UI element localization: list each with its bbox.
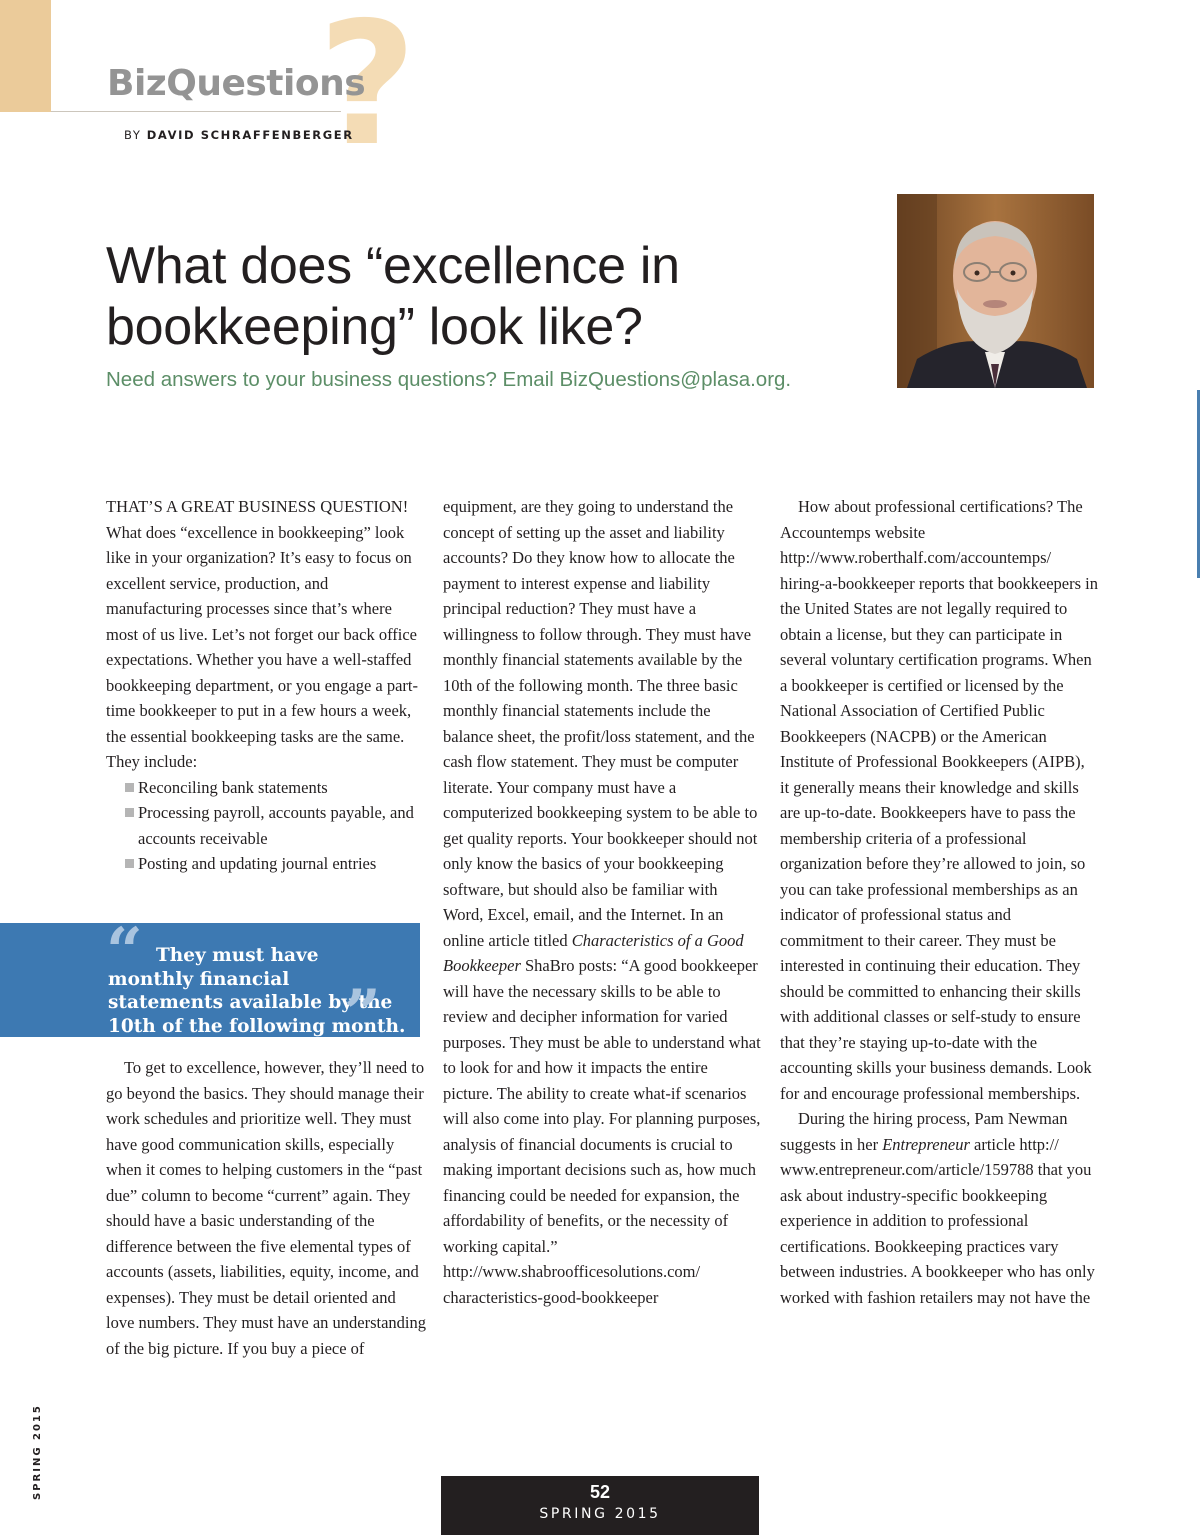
- issue-label: SPRING 2015: [539, 1506, 661, 1522]
- column-3: [780, 494, 1098, 1310]
- list-item-text: Posting and updating journal entries: [138, 854, 377, 873]
- square-bullet-icon: [125, 859, 134, 868]
- folio-box: [441, 1476, 759, 1535]
- col2-url-line-1[interactable]: http://www.shabroofficesolutions.com/: [443, 1262, 701, 1281]
- byline-prefix: BY: [124, 128, 142, 142]
- bookkeeping-tasks-list: [106, 775, 426, 877]
- header-question-mark: ?: [318, 0, 417, 184]
- col3-paragraph-1: [780, 494, 1098, 545]
- col3-paragraph-2: [780, 1106, 1098, 1310]
- column-1: [106, 494, 426, 877]
- side-issue-label: SPRING 2015: [32, 1404, 43, 1500]
- pull-quote-body: They must have monthly financial statements available by the 10th of the following month.: [108, 945, 406, 1037]
- square-bullet-icon: [125, 808, 134, 817]
- list-item-text: Processing payroll, accounts payable, and accounts receivable: [138, 803, 414, 848]
- byline-author: DAVID SCHRAFFENBERGER: [146, 128, 354, 142]
- list-item: [123, 851, 426, 877]
- column-2: [443, 494, 761, 1310]
- col3-paragraph-1-rest: hiring-a-bookkeeper reports that bookkeepers in the United States are not legally required to obtain a license, but they can participate in several voluntary certification programs. When a bookkeeper is certified or licensed by the National Association of Certified Public Bookkeepers (NACPB) or the American Institute of Professional Bookkeepers (AIPB), it generally means their knowledge and skills are up-to-date. Bookkeepers have to pass the membership criteria of a professional organization before they’re allowed to join, so you can take professional memberships as an indicator of professional status and commitment to their career. They must be interested in continuing their education. They should be committed to enhancing their skills with additional classes or self-study to ensure that they’re staying up-to-date with the accounting skills your business demands. Look for and encourage professional memberships.: [780, 573, 1098, 1103]
- header-rule: [51, 111, 341, 112]
- list-item: [123, 800, 426, 851]
- col1-paragraph-2: To get to excellence, however, they’ll need to go beyond the basics. They should manage their work schedules and prioritize well. They must have good communication skills, especially when it comes to helping customers in the “past due” column to become “current” again. They should have a basic understanding of the difference between the five elemental types of accounts (assets, liabilities, equity, income, and expenses). They must be detail oriented and love numbers. They must have an understanding of the big picture. If you buy a piece of: [106, 1058, 427, 1358]
- byline: [124, 128, 354, 142]
- col2-text-a: equipment, are they going to understand the concept of setting up the asset and liability accounts? Do they know how to allocate the payment to interest expense and liability principal reduction? They must have a willingness to follow through. They must have monthly financial statements available by the 10th of the following month. The three basic monthly financial statements include the balance sheet, the profit/loss statement, and the cash flow statement. They must be computer literate. Your company must have a computerized bookkeeping system to be able to get quality reports. Your bookkeeper should not only know the basics of your bookkeeping software, but should also be familiar with Word, Excel, email, and the Internet. In an online article titled: [443, 497, 758, 950]
- col2-paragraph-1: [443, 494, 761, 1259]
- col1-paragraph-1: THAT’S A GREAT BUSINESS QUESTION! What does “excellence in bookkeeping” look like in your organization? It’s easy to focus on excellent service, production, and manufacturing processes since that’s where most of us live. Let’s not forget our back office expectations. Whether you have a well-staffed bookkeeping department, or you engage a part-time bookkeeper to put in a few hours a week, the essential bookkeeping tasks are the same. They include:: [106, 497, 419, 771]
- author-photo: [897, 194, 1094, 388]
- open-quote-icon: “: [106, 914, 143, 989]
- cited-article-title: Characteristics of a Good Bookkeeper: [443, 930, 744, 975]
- col3-text-c: article http:// www.entrepreneur.com/article/159788 that you ask about industry-specific bookkeeping experience in addition to professional certifications. Bookkeeping practices vary between industries. A bookkeeper who has only worked with fashion retailers may not have the: [780, 1134, 1095, 1307]
- close-quote-icon: ”: [344, 976, 381, 1051]
- section-brand: BizQuestions: [107, 63, 366, 104]
- article-headline: What does “excellence in bookkeeping” look like?: [106, 237, 680, 356]
- col3-text-b: During the hiring process, Pam Newman suggests in her: [780, 1109, 1068, 1154]
- cited-publication: Entrepreneur: [882, 1134, 970, 1154]
- column-1-continued: [106, 1055, 426, 1361]
- col3-text-a: How about professional certifications? The Accountemps website: [780, 497, 1083, 542]
- article-subtitle: Need answers to your business questions? Email BizQuestions@plasa.org.: [106, 368, 792, 391]
- col3-url[interactable]: http://www.roberthalf.com/accountemps/: [780, 548, 1052, 567]
- square-bullet-icon: [125, 783, 134, 792]
- list-item: [123, 775, 426, 801]
- col2-text-b: ShaBro posts: “A good bookkeeper will have the necessary skills to be able to review and decipher information for varied purposes. They must be able to understand what to look for and how it impacts the entire picture. The ability to create what-if scenarios will also come into play. For planning purposes, analysis of financial documents is crucial to making important decisions such as, how much financing could be needed for expansion, the affordability of benefits, or the necessity of working capital.”: [443, 956, 761, 1256]
- page-number: 52: [589, 1482, 611, 1502]
- list-item-text: Reconciling bank statements: [138, 777, 328, 797]
- col2-url-line-2[interactable]: characteristics-good-bookkeeper: [443, 1287, 659, 1307]
- header-tab-block: [0, 0, 51, 112]
